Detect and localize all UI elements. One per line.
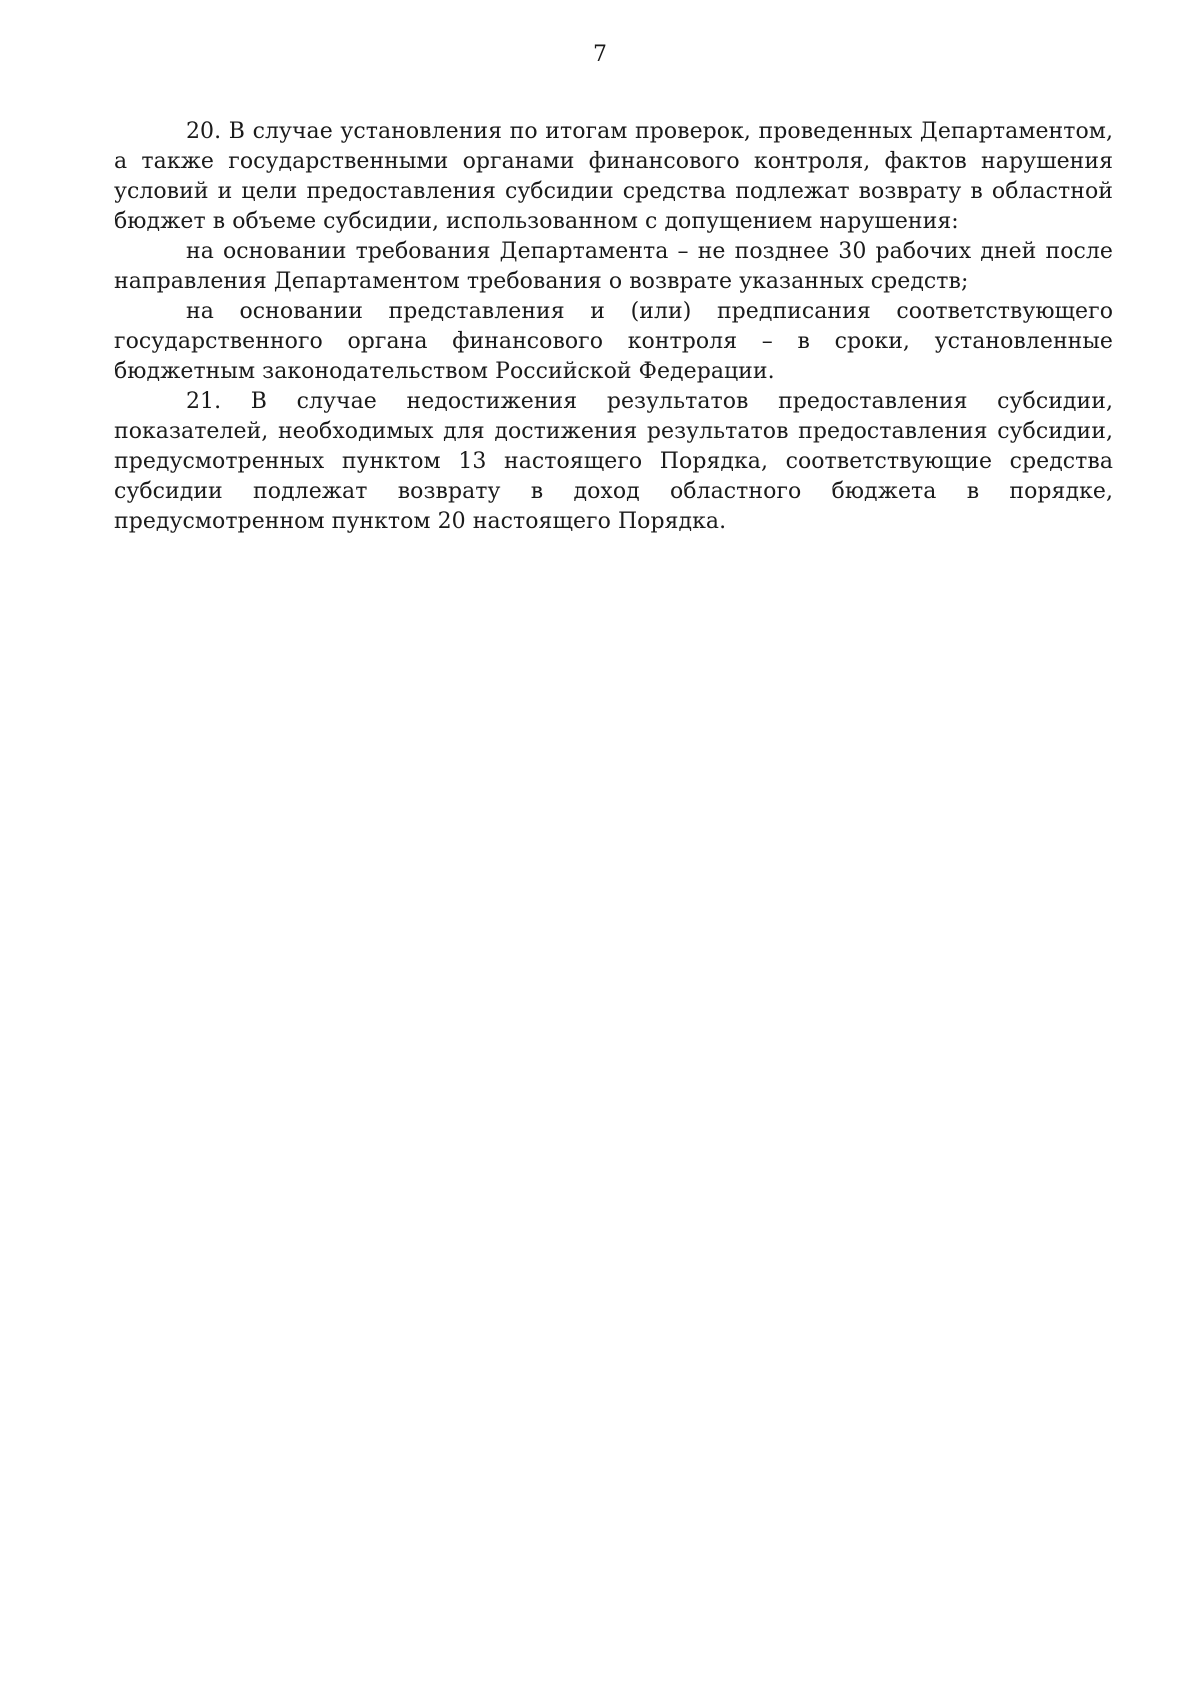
paragraph-20: 20. В случае установления по итогам проверок, проведенных Департаментом, а также государственными органами финансового контроля, фактов нарушения условий и цели предоставления субсидии средства подлежат возврату в областной бюджет в объеме субсидии, использованном с допущением нарушения: — [114, 119, 1113, 234]
paragraph-20-item-1: на основании требования Департамента – не позднее 30 рабочих дней после направления Департаментом требования о возврате указанных средств; — [114, 239, 1113, 294]
document-body — [114, 117, 1113, 537]
page-number: 7 — [593, 42, 607, 67]
paragraph-20-item-2: на основании представления и (или) предписания соответствующего государственного органа финансового контроля – в сроки, установленные бюджетным законодательством Российской Федерации. — [114, 299, 1113, 384]
paragraph-21: 21. В случае недостижения результатов предоставления субсидии, показателей, необходимых для достижения результатов предоставления субсидии, предусмотренных пунктом 13 настоящего Порядка, соответствующие средства субсидии подлежат возврату в доход областного бюджета в порядке, предусмотренном пунктом 20 настоящего Порядка. — [114, 389, 1113, 534]
